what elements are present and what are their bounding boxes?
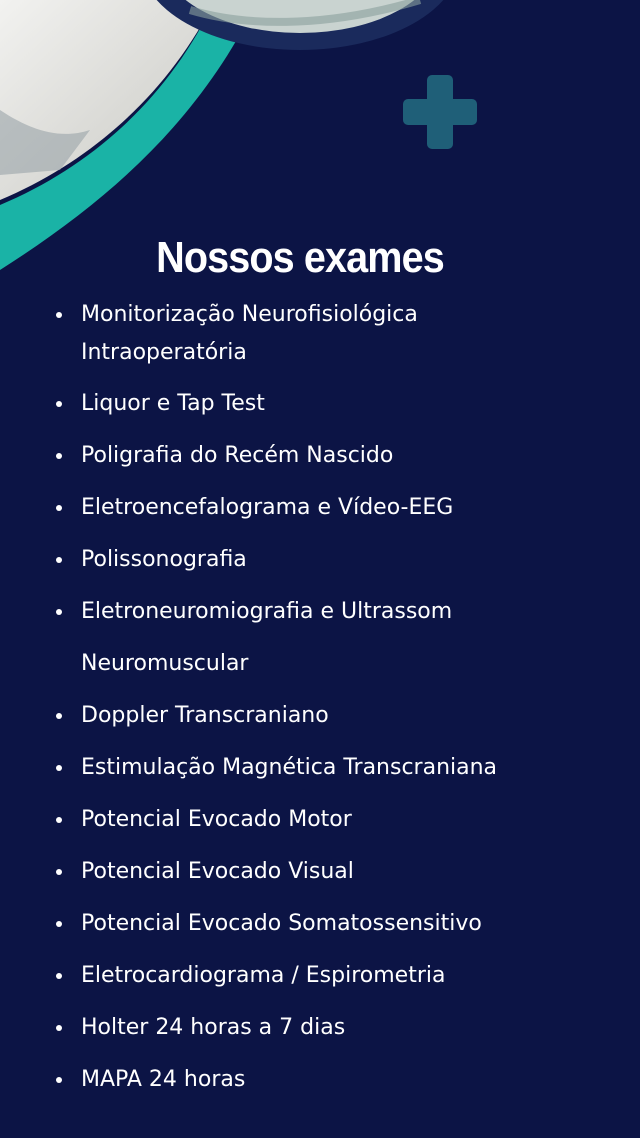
exam-name-line: Intraoperatória bbox=[81, 340, 247, 365]
exam-list-item bbox=[0, 794, 600, 846]
exam-list-item bbox=[0, 1054, 600, 1106]
bullet-icon bbox=[56, 713, 62, 719]
exam-list-item bbox=[0, 742, 600, 794]
exam-name-line: Potencial Evocado Somatossensitivo bbox=[81, 911, 482, 936]
exam-list bbox=[0, 296, 600, 1106]
exam-name-line: MAPA 24 horas bbox=[81, 1067, 246, 1092]
exam-list-item bbox=[0, 690, 600, 742]
exam-list-item bbox=[0, 1002, 600, 1054]
bullet-icon bbox=[56, 1025, 62, 1031]
exam-name-line: Polissonografia bbox=[81, 547, 247, 572]
exam-name-line: Neuromuscular bbox=[81, 651, 249, 676]
exam-name-line: Eletrocardiograma / Espirometria bbox=[81, 963, 446, 988]
medical-cross-icon bbox=[403, 75, 477, 149]
bullet-icon bbox=[56, 505, 62, 511]
bullet-icon bbox=[56, 817, 62, 823]
exam-list-item bbox=[0, 898, 600, 950]
exam-name-line: Monitorização Neurofisiológica bbox=[81, 302, 418, 327]
exam-name-line: Eletroencefalograma e Vídeo-EEG bbox=[81, 495, 454, 520]
bullet-icon bbox=[56, 973, 62, 979]
exam-list-item bbox=[0, 378, 600, 430]
bullet-icon bbox=[56, 557, 62, 563]
exam-name-line: Estimulação Magnética Transcraniana bbox=[81, 755, 498, 780]
exam-name-line: Potencial Evocado Visual bbox=[81, 859, 354, 884]
exam-list-item bbox=[0, 296, 600, 372]
exam-name-line: Holter 24 horas a 7 dias bbox=[81, 1015, 346, 1040]
exam-list-item bbox=[0, 534, 600, 586]
bullet-icon bbox=[56, 453, 62, 459]
section-title: Nossos exames bbox=[156, 232, 444, 282]
exam-list-item bbox=[0, 586, 600, 690]
bullet-icon bbox=[56, 869, 62, 875]
bullet-icon bbox=[56, 401, 62, 407]
bullet-icon bbox=[56, 921, 62, 927]
exam-name-line: Doppler Transcraniano bbox=[81, 703, 329, 728]
exam-name-line: Eletroneuromiografia e Ultrassom bbox=[81, 599, 453, 624]
exam-name-line: Liquor e Tap Test bbox=[81, 391, 265, 416]
exam-name-line: Potencial Evocado Motor bbox=[81, 807, 352, 832]
bullet-icon bbox=[56, 609, 62, 615]
exam-list-item bbox=[0, 950, 600, 1002]
exam-list-item bbox=[0, 846, 600, 898]
bullet-icon bbox=[56, 1077, 62, 1083]
exam-name-line: Poligrafia do Recém Nascido bbox=[81, 443, 394, 468]
exam-list-item bbox=[0, 482, 600, 534]
bullet-icon bbox=[56, 765, 62, 771]
bullet-icon bbox=[56, 312, 62, 318]
exam-list-item bbox=[0, 430, 600, 482]
